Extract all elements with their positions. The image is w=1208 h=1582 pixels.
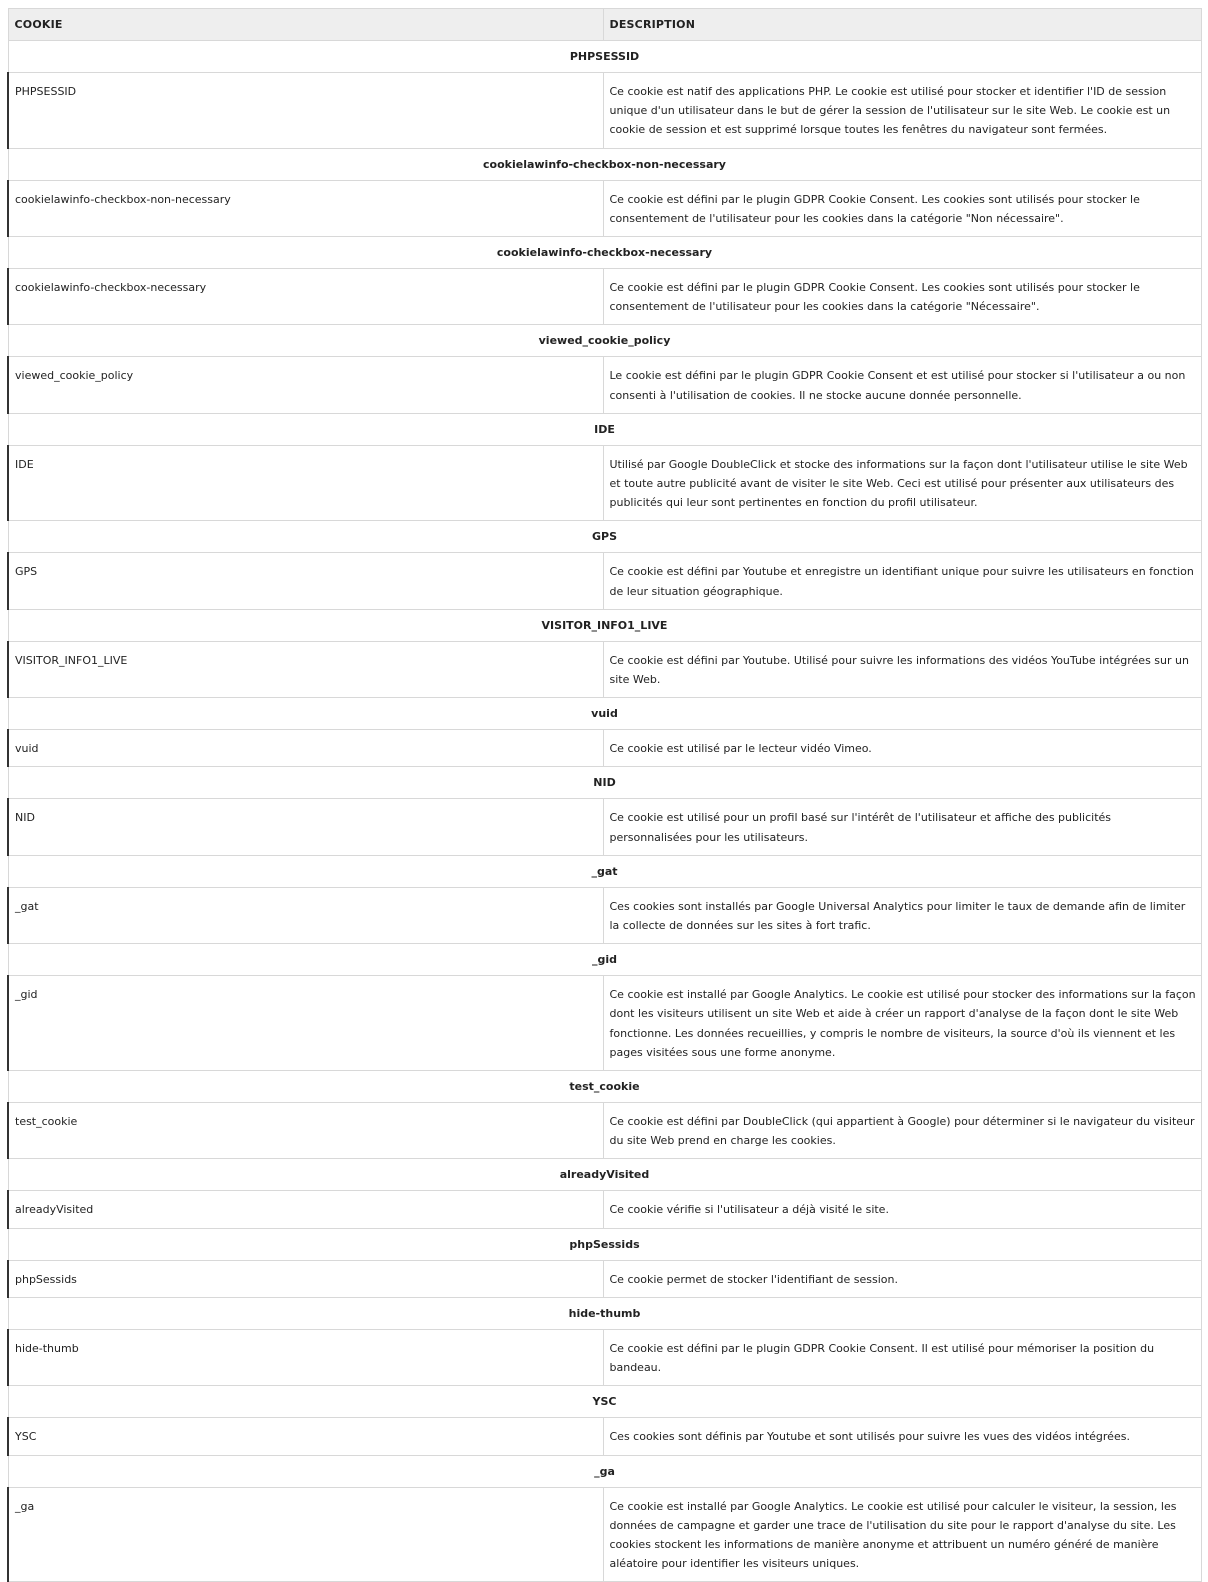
cookie-detail-row bbox=[8, 730, 1201, 767]
cookie-name: _gid bbox=[8, 976, 603, 1071]
cookie-name: cookielawinfo-checkbox-necessary bbox=[8, 269, 603, 325]
cookie-group-row bbox=[8, 1159, 1201, 1191]
cookie-detail-row bbox=[8, 357, 1201, 413]
cookie-detail-row bbox=[8, 269, 1201, 325]
cookie-detail-row bbox=[8, 1260, 1201, 1297]
column-header-description: DESCRIPTION bbox=[603, 9, 1201, 41]
cookie-group-row bbox=[8, 521, 1201, 553]
cookie-group-title: cookielawinfo-checkbox-non-necessary bbox=[8, 148, 1201, 180]
cookie-detail-row bbox=[8, 1103, 1201, 1159]
cookie-group-row bbox=[8, 1228, 1201, 1260]
cookie-description: Ce cookie est défini par DoubleClick (qui appartient à Google) pour déterminer si le navigateur du visiteur du site Web prend en charge les cookies. bbox=[603, 1103, 1201, 1159]
column-header-cookie: COOKIE bbox=[8, 9, 603, 41]
cookie-detail-row bbox=[8, 1487, 1201, 1582]
cookie-group-row bbox=[8, 1071, 1201, 1103]
cookie-group-row bbox=[8, 148, 1201, 180]
cookie-table-body bbox=[8, 41, 1201, 1582]
cookie-description: Utilisé par Google DoubleClick et stocke des informations sur la façon dont l'utilisateur utilise le site Web et toute autre publicité avant de visiter le site Web. Ceci est utilisé pour présenter aux utilisateurs des publicités qui leur sont pertinentes en fonction du profil utilisateur. bbox=[603, 445, 1201, 521]
cookie-group-title: _gat bbox=[8, 855, 1201, 887]
cookie-group-title: alreadyVisited bbox=[8, 1159, 1201, 1191]
cookie-group-title: NID bbox=[8, 767, 1201, 799]
cookie-name: cookielawinfo-checkbox-non-necessary bbox=[8, 180, 603, 236]
cookie-description: Ce cookie est défini par Youtube. Utilisé pour suivre les informations des vidéos YouTube intégrées sur un site Web. bbox=[603, 641, 1201, 697]
cookie-group-row bbox=[8, 944, 1201, 976]
cookie-detail-row bbox=[8, 1191, 1201, 1228]
cookie-description: Ces cookies sont installés par Google Universal Analytics pour limiter le taux de demande afin de limiter la collecte de données sur les sites à fort trafic. bbox=[603, 887, 1201, 943]
cookie-name: vuid bbox=[8, 730, 603, 767]
cookie-name: alreadyVisited bbox=[8, 1191, 603, 1228]
cookie-description: Ce cookie est installé par Google Analytics. Le cookie est utilisé pour stocker des informations sur la façon dont les visiteurs utilisent un site Web et aide à créer un rapport d'analyse de la façon dont le site Web fonctionne. Les données recueillies, y compris le nombre de visiteurs, la source d'où ils viennent et les pages visitées sous une forme anonyme. bbox=[603, 976, 1201, 1071]
cookie-name: phpSessids bbox=[8, 1260, 603, 1297]
cookie-name: _ga bbox=[8, 1487, 603, 1582]
cookie-description: Ce cookie permet de stocker l'identifiant de session. bbox=[603, 1260, 1201, 1297]
cookie-group-title: YSC bbox=[8, 1386, 1201, 1418]
cookie-detail-row bbox=[8, 799, 1201, 855]
cookie-group-row bbox=[8, 41, 1201, 73]
cookie-group-title: test_cookie bbox=[8, 1071, 1201, 1103]
cookie-detail-row bbox=[8, 976, 1201, 1071]
cookie-group-row bbox=[8, 767, 1201, 799]
cookie-group-title: cookielawinfo-checkbox-necessary bbox=[8, 237, 1201, 269]
cookie-description: Ce cookie est installé par Google Analytics. Le cookie est utilisé pour calculer le visiteur, la session, les données de campagne et garder une trace de l'utilisation du site pour le rapport d'analyse du site. Les cookies stockent les informations de manière anonyme et attribuent un numéro généré de manière aléatoire pour identifier les visiteurs uniques. bbox=[603, 1487, 1201, 1582]
cookie-name: PHPSESSID bbox=[8, 73, 603, 149]
cookie-group-title: vuid bbox=[8, 698, 1201, 730]
cookie-group-row bbox=[8, 1297, 1201, 1329]
cookie-description: Ce cookie est utilisé par le lecteur vidéo Vimeo. bbox=[603, 730, 1201, 767]
cookie-description: Ce cookie est défini par le plugin GDPR Cookie Consent. Il est utilisé pour mémoriser la position du bandeau. bbox=[603, 1329, 1201, 1385]
cookie-group-title: _ga bbox=[8, 1455, 1201, 1487]
cookie-name: viewed_cookie_policy bbox=[8, 357, 603, 413]
cookie-name: IDE bbox=[8, 445, 603, 521]
cookie-detail-row bbox=[8, 641, 1201, 697]
cookie-group-title: VISITOR_INFO1_LIVE bbox=[8, 609, 1201, 641]
cookie-table bbox=[7, 8, 1202, 1582]
cookie-group-row bbox=[8, 413, 1201, 445]
cookie-name: hide-thumb bbox=[8, 1329, 603, 1385]
cookie-detail-row bbox=[8, 445, 1201, 521]
cookie-description: Ce cookie vérifie si l'utilisateur a déjà visité le site. bbox=[603, 1191, 1201, 1228]
cookie-description: Ce cookie est défini par Youtube et enregistre un identifiant unique pour suivre les utilisateurs en fonction de leur situation géographique. bbox=[603, 553, 1201, 609]
cookie-group-title: PHPSESSID bbox=[8, 41, 1201, 73]
cookie-group-row bbox=[8, 1455, 1201, 1487]
cookie-name: test_cookie bbox=[8, 1103, 603, 1159]
cookie-description: Ce cookie est natif des applications PHP. Le cookie est utilisé pour stocker et identifier l'ID de session unique d'un utilisateur dans le but de gérer la session de l'utilisateur sur le site Web. Le cookie est un cookie de session et est supprimé lorsque toutes les fenêtres du navigateur sont fermées. bbox=[603, 73, 1201, 149]
cookie-name: _gat bbox=[8, 887, 603, 943]
cookie-group-title: viewed_cookie_policy bbox=[8, 325, 1201, 357]
cookie-group-title: IDE bbox=[8, 413, 1201, 445]
cookie-name: GPS bbox=[8, 553, 603, 609]
cookie-group-row bbox=[8, 698, 1201, 730]
cookie-description: Ce cookie est utilisé pour un profil basé sur l'intérêt de l'utilisateur et affiche des publicités personnalisées pour les utilisateurs. bbox=[603, 799, 1201, 855]
table-header-row bbox=[8, 9, 1201, 41]
cookie-group-row bbox=[8, 855, 1201, 887]
cookie-group-row bbox=[8, 237, 1201, 269]
cookie-detail-row bbox=[8, 1418, 1201, 1455]
cookie-group-title: GPS bbox=[8, 521, 1201, 553]
cookie-description: Le cookie est défini par le plugin GDPR Cookie Consent et est utilisé pour stocker si l'utilisateur a ou non consenti à l'utilisation de cookies. Il ne stocke aucune donnée personnelle. bbox=[603, 357, 1201, 413]
cookie-name: VISITOR_INFO1_LIVE bbox=[8, 641, 603, 697]
cookie-description: Ce cookie est défini par le plugin GDPR Cookie Consent. Les cookies sont utilisés pour stocker le consentement de l'utilisateur pour les cookies dans la catégorie "Nécessaire". bbox=[603, 269, 1201, 325]
cookie-description: Ces cookies sont définis par Youtube et sont utilisés pour suivre les vues des vidéos intégrées. bbox=[603, 1418, 1201, 1455]
cookie-name: NID bbox=[8, 799, 603, 855]
cookie-group-row bbox=[8, 325, 1201, 357]
cookie-group-title: hide-thumb bbox=[8, 1297, 1201, 1329]
cookie-group-title: phpSessids bbox=[8, 1228, 1201, 1260]
cookie-group-title: _gid bbox=[8, 944, 1201, 976]
cookie-description: Ce cookie est défini par le plugin GDPR Cookie Consent. Les cookies sont utilisés pour stocker le consentement de l'utilisateur pour les cookies dans la catégorie "Non nécessaire". bbox=[603, 180, 1201, 236]
cookie-detail-row bbox=[8, 887, 1201, 943]
cookie-detail-row bbox=[8, 553, 1201, 609]
cookie-detail-row bbox=[8, 73, 1201, 149]
cookie-group-row bbox=[8, 1386, 1201, 1418]
cookie-detail-row bbox=[8, 1329, 1201, 1385]
cookie-group-row bbox=[8, 609, 1201, 641]
cookie-detail-row bbox=[8, 180, 1201, 236]
cookie-name: YSC bbox=[8, 1418, 603, 1455]
